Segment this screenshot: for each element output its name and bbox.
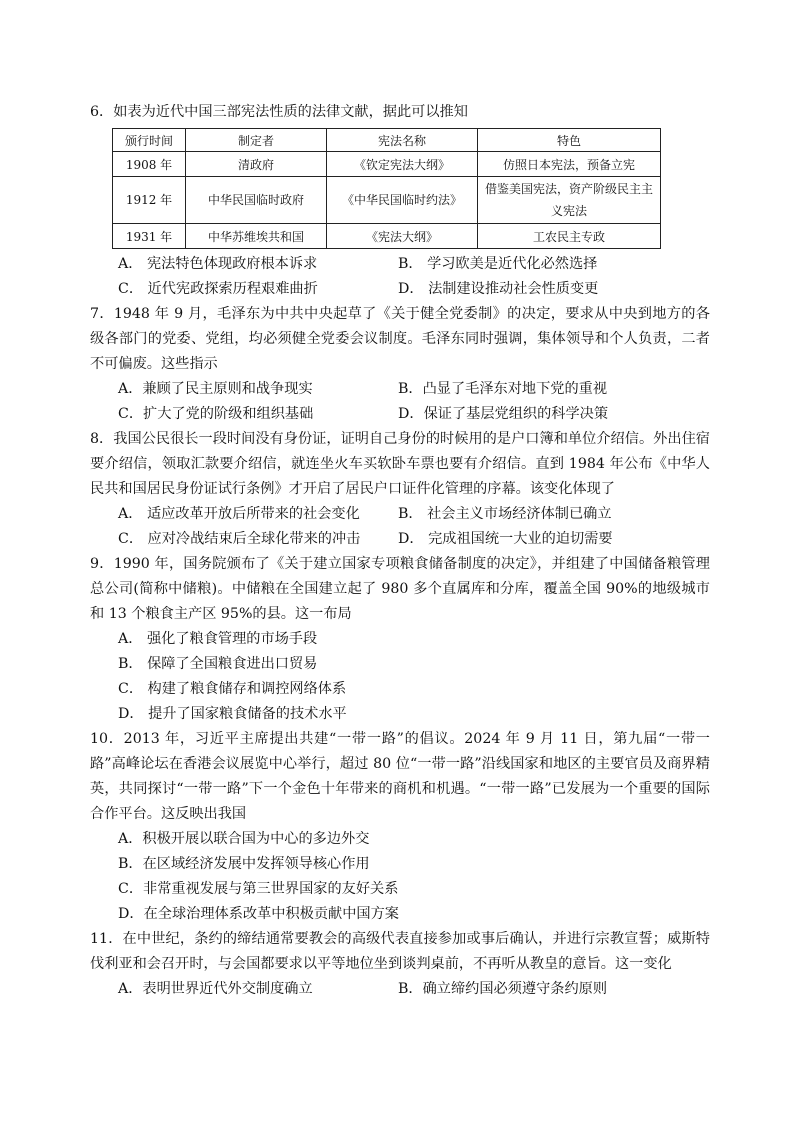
option-d[interactable]: D． 提升了国家粮食储备的技术水平 <box>118 706 347 722</box>
table-header: 颁行时间 <box>113 129 186 152</box>
table-row <box>113 177 661 224</box>
option-d[interactable]: D． 完成祖国统一大业的迫切需要 <box>398 531 613 547</box>
option-a[interactable]: A． 适应改革开放后所带来的社会变化 <box>118 506 360 522</box>
option-b[interactable]: B．在区域经济发展中发挥领导核心作用 <box>118 856 370 872</box>
option-b[interactable]: B．确立缔约国必须遵守条约原则 <box>398 981 608 997</box>
table-cell: 中华苏维埃共和国 <box>186 224 327 249</box>
option-d[interactable]: D． 法制建设推动社会性质变更 <box>398 281 599 297</box>
table-row <box>113 224 661 249</box>
options <box>90 502 710 552</box>
table-cell: 1912 年 <box>113 177 186 224</box>
option-a[interactable]: A．兼顾了民主原则和战争现实 <box>118 381 313 397</box>
question-stem: 8．我国公民很长一段时间没有身份证，证明自己身份的时候用的是户口簿和单位介绍信。外出住宿要介绍信，领取汇款要介绍信，就连坐火车买软卧车票也要有介绍信。直到 1984 年公布《中华人民共和国居民身份证试行条例》才开启了居民户口证件化管理的序幕。该变化体现了 <box>90 431 710 497</box>
table-cell: 1931 年 <box>113 224 186 249</box>
table-header: 宪法名称 <box>327 129 478 152</box>
table-cell: 《钦定宪法大纲》 <box>327 152 478 177</box>
option-b[interactable]: B． 社会主义市场经济体制已确立 <box>398 506 612 522</box>
options <box>90 252 710 302</box>
options <box>90 377 710 427</box>
exam-page <box>90 100 710 1002</box>
question-6 <box>90 100 710 302</box>
options <box>90 977 710 1002</box>
question-stem: 6．如表为近代中国三部宪法性质的法律文献，据此可以推知 <box>90 104 468 120</box>
constitution-table <box>112 128 661 249</box>
question-stem: 11．在中世纪，条约的缔结通常要教会的高级代表直接参加或事后确认，并进行宗教宣誓；威斯特伐利亚和会召开时，与会国都要求以平等地位坐到谈判桌前，不再听从教皇的意旨。这一变化 <box>90 931 710 972</box>
table-cell: 《宪法大纲》 <box>327 224 478 249</box>
question-7 <box>90 302 710 427</box>
table-cell: 《中华民国临时约法》 <box>327 177 478 224</box>
table-header: 制定者 <box>186 129 327 152</box>
table-cell: 中华民国临时政府 <box>186 177 327 224</box>
option-a[interactable]: A．表明世界近代外交制度确立 <box>118 981 313 997</box>
option-b[interactable]: B． 保障了全国粮食进出口贸易 <box>118 656 318 672</box>
table-row <box>113 152 661 177</box>
question-stem: 10．2013 年，习近平主席提出共建“一带一路”的倡议。2024 年 9 月 11 日，第九届“一带一路”高峰论坛在香港会议展览中心举行，超过 80 位“一带一路”沿线国家和地区的主要官员及商界精英，共同探讨“一带一路”下一个金色十年带来的商机和机遇。“一带一路”已发展为一个重要的国际合作平台。这反映出我国 <box>90 731 710 822</box>
option-d[interactable]: D．在全球治理体系改革中积极贡献中国方案 <box>118 906 399 922</box>
option-a[interactable]: A． 宪法特色体现政府根本诉求 <box>118 256 318 272</box>
option-a[interactable]: A．积极开展以联合国为中心的多边外交 <box>118 831 370 847</box>
question-8 <box>90 427 710 552</box>
question-11 <box>90 927 710 1002</box>
option-b[interactable]: B．凸显了毛泽东对地下党的重视 <box>398 381 608 397</box>
table-cell: 清政府 <box>186 152 327 177</box>
option-c[interactable]: C． 构建了粮食储存和调控网络体系 <box>118 681 347 697</box>
option-c[interactable]: C． 近代宪政探索历程艰难曲折 <box>118 281 318 297</box>
option-c[interactable]: C．非常重视发展与第三世界国家的友好关系 <box>118 881 399 897</box>
table-header-row <box>113 129 661 152</box>
option-c[interactable]: C．扩大了党的阶级和组织基础 <box>118 406 314 422</box>
question-9 <box>90 552 710 727</box>
option-c[interactable]: C． 应对冷战结束后全球化带来的冲击 <box>118 531 361 547</box>
table-cell: 借鉴美国宪法，资产阶级民主主义宪法 <box>478 177 661 224</box>
question-stem: 9．1990 年，国务院颁布了《关于建立国家专项粮食储备制度的决定》，并组建了中国储备粮管理总公司(简称中储粮)。中储粮在全国建立起了 980 多个直属库和分库，覆盖全国 90%的地级城市和 13 个粮食主产区 95%的县。这一布局 <box>90 556 710 622</box>
table-cell: 仿照日本宪法，预备立宪 <box>478 152 661 177</box>
table-cell: 1908 年 <box>113 152 186 177</box>
table-cell: 工农民主专政 <box>478 224 661 249</box>
options <box>90 627 710 727</box>
option-d[interactable]: D．保证了基层党组织的科学决策 <box>398 406 609 422</box>
question-10 <box>90 727 710 927</box>
table-header: 特色 <box>478 129 661 152</box>
question-stem: 7．1948 年 9 月，毛泽东为中共中央起草了《关于健全党委制》的决定，要求从中央到地方的各级各部门的党委、党组，均必须健全党委会议制度。毛泽东同时强调，集体领导和个人负责，二者不可偏废。这些指示 <box>90 306 710 372</box>
options <box>90 827 710 927</box>
option-b[interactable]: B． 学习欧美是近代化必然选择 <box>398 256 598 272</box>
option-a[interactable]: A． 强化了粮食管理的市场手段 <box>118 631 318 647</box>
